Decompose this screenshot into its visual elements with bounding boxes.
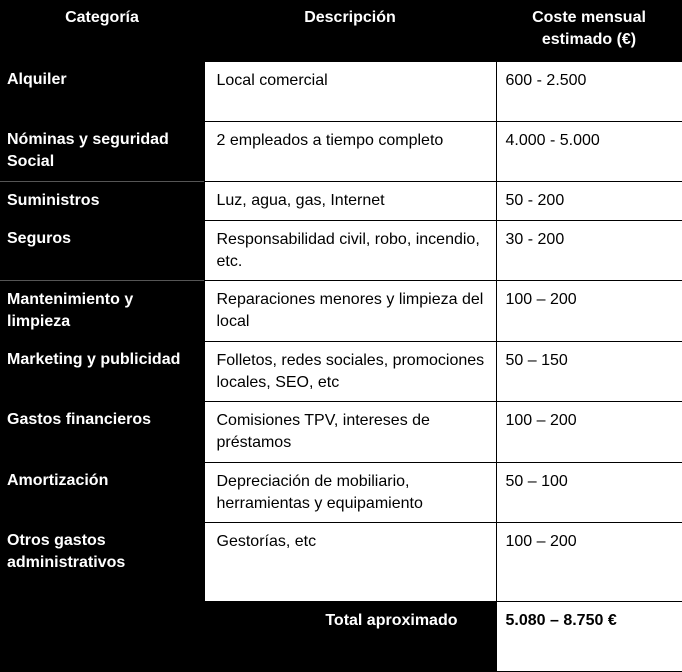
table-row bbox=[0, 181, 682, 220]
description-cell: Gestorías, etc bbox=[204, 522, 496, 601]
table-row bbox=[0, 280, 682, 341]
total-value: 5.080 – 8.750 € bbox=[496, 601, 682, 671]
cost-cell: 4.000 - 5.000 bbox=[496, 121, 682, 181]
description-cell: Local comercial bbox=[204, 61, 496, 121]
cost-cell: 30 - 200 bbox=[496, 220, 682, 280]
header-cost-line2: estimado (€) bbox=[541, 31, 637, 48]
description-cell: Reparaciones menores y limpieza del local bbox=[204, 280, 496, 341]
description-cell: Folletos, redes sociales, promociones locales, SEO, etc bbox=[204, 341, 496, 401]
cost-cell: 50 - 200 bbox=[496, 181, 682, 220]
category-cell: Mantenimiento y limpieza bbox=[0, 280, 204, 341]
category-cell: Nóminas y seguridad Social bbox=[0, 121, 204, 181]
table-row bbox=[0, 462, 682, 522]
cost-cell: 100 – 200 bbox=[496, 401, 682, 462]
header-description: Descripción bbox=[204, 0, 496, 61]
cost-cell: 50 – 100 bbox=[496, 462, 682, 522]
header-cost bbox=[496, 0, 682, 61]
category-cell: Gastos financieros bbox=[0, 401, 204, 462]
total-label: Total aproximado bbox=[0, 601, 496, 671]
description-cell: Depreciación de mobiliario, herramientas y equipamiento bbox=[204, 462, 496, 522]
header-row bbox=[0, 0, 682, 61]
table-row bbox=[0, 61, 682, 121]
cost-cell: 100 – 200 bbox=[496, 280, 682, 341]
table-row bbox=[0, 522, 682, 601]
category-cell: Alquiler bbox=[0, 61, 204, 121]
description-cell: Comisiones TPV, intereses de préstamos bbox=[204, 401, 496, 462]
cost-cell: 600 - 2.500 bbox=[496, 61, 682, 121]
cost-cell: 50 – 150 bbox=[496, 341, 682, 401]
cost-cell: 100 – 200 bbox=[496, 522, 682, 601]
table-row bbox=[0, 401, 682, 462]
category-cell: Amortización bbox=[0, 462, 204, 522]
description-cell: 2 empleados a tiempo completo bbox=[204, 121, 496, 181]
header-cost-line1: Coste mensual bbox=[532, 9, 646, 26]
header-category: Categoría bbox=[0, 0, 204, 61]
description-cell: Responsabilidad civil, robo, incendio, etc. bbox=[204, 220, 496, 280]
category-cell: Marketing y publicidad bbox=[0, 341, 204, 401]
table-row bbox=[0, 121, 682, 181]
total-row bbox=[0, 601, 682, 671]
category-cell: Seguros bbox=[0, 220, 204, 280]
category-cell: Otros gastos administrativos bbox=[0, 522, 204, 601]
table-row bbox=[0, 220, 682, 280]
category-cell: Suministros bbox=[0, 181, 204, 220]
description-cell: Luz, agua, gas, Internet bbox=[204, 181, 496, 220]
table-row bbox=[0, 341, 682, 401]
